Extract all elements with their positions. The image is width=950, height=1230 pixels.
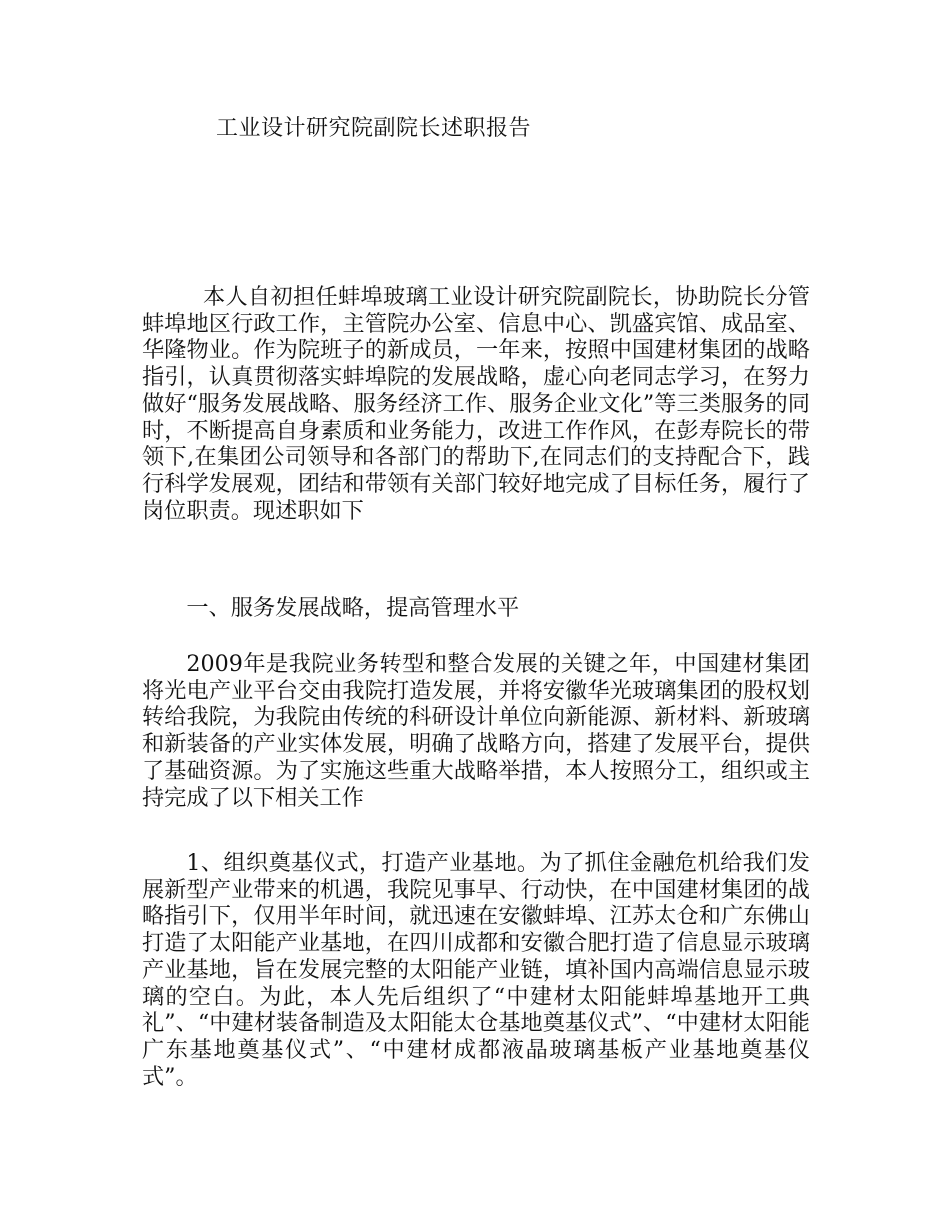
- context-paragraph: 2009年是我院业务转型和整合发展的关键之年，中国建材集团将光电产业平台交由我院打造发展，并将安徽华光玻璃集团的股权划转给我院，为我院由传统的科研设计单位向新能源、新材料、新玻璃和新装备的产业实体发展，明确了战略方向，搭建了发展平台，提供了基础资源。为了实施这些重大战略举措，本人按照分工，组织或主持完成了以下相关工作: [142, 651, 810, 811]
- intro-paragraph: 本人自初担任蚌埠玻璃工业设计研究院副院长，协助院长分管蚌埠地区行政工作，主管院办公室、信息中心、凯盛宾馆、成品室、华隆物业。作为院班子的新成员，一年来，按照中国建材集团的战略指引，认真贯彻落实蚌埠院的发展战略，虚心向老同志学习，在努力做好“服务发展战略、服务经济工作、服务企业文化”等三类服务的同时，不断提高自身素质和业务能力，改进工作作风，在彭寿院长的带领下,在集团公司领导和各部门的帮助下,在同志们的支持配合下，践行科学发展观，团结和带领有关部门较好地完成了目标任务，履行了岗位职责。现述职如下: [142, 284, 810, 524]
- item-one-paragraph: 1、组织奠基仪式，打造产业基地。为了抓住金融危机给我们发展新型产业带来的机遇，我院见事早、行动快，在中国建材集团的战略指引下，仅用半年时间，就迅速在安徽蚌埠、江苏太仓和广东佛山打造了太阳能产业基地，在四川成都和安徽合肥打造了信息显示玻璃产业基地，旨在发展完整的太阳能产业链，填补国内高端信息显示玻璃的空白。为此，本人先后组织了“中建材太阳能蚌埠基地开工典礼”、“中建材装备制造及太阳能太仓基地奠基仪式”、“中建材太阳能广东基地奠基仪式”、“中建材成都液晶玻璃基板产业基地奠基仪式”。: [142, 850, 810, 1090]
- document-title: 工业设计研究院副院长述职报告: [216, 116, 532, 141]
- section-heading: 一、服务发展战略，提高管理水平: [186, 595, 520, 621]
